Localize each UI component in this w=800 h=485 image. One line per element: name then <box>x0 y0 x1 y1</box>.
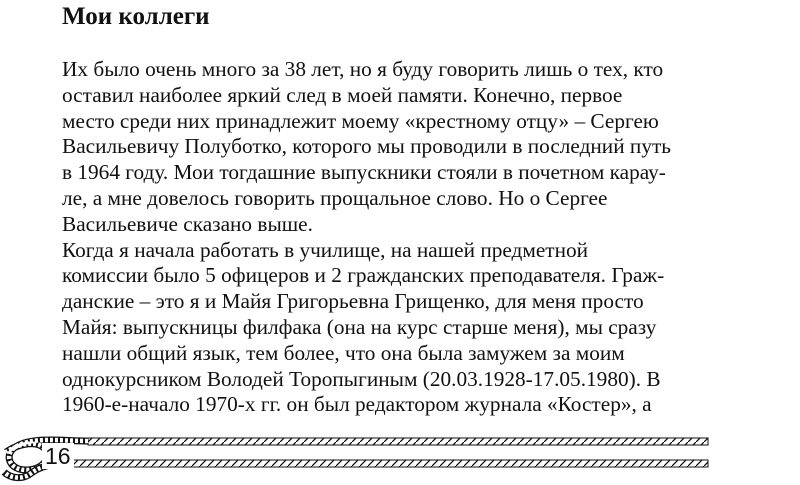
text-line <box>62 160 702 186</box>
text-line <box>62 134 702 160</box>
text-line-content: Васильевиче сказано выше. <box>62 211 313 236</box>
text-line-content: однокурсником Володей Торопыгиным (20.03.1928-17.05.1980). В <box>62 366 661 391</box>
chapter-heading: Мои коллеги <box>62 3 210 30</box>
text-line-content: нашли общий язык, тем более, что она была замужем за моим <box>62 340 625 365</box>
text-line-content: в 1964 году. Мои тогдашние выпускники стояли в почетном карау- <box>62 160 666 185</box>
text-line-content: ле, а мне довелось говорить прощальное слово. Но о Сергее <box>62 185 608 210</box>
text-line <box>62 392 702 418</box>
text-line-content: данские – это я и Майя Григорьевна Грищенко, для меня просто <box>62 289 644 314</box>
paragraph-1 <box>62 57 702 238</box>
text-line-content: комиссии было 5 офицеров и 2 гражданских преподавателя. Граж- <box>62 263 665 288</box>
text-line-content: 1960-е-начало 1970-х гг. он был редактором журнала «Костер», а <box>62 392 652 417</box>
text-line <box>62 263 702 289</box>
text-line <box>62 341 702 367</box>
text-line-content: место среди них принадлежит моему «крестному отцу» – Сергею <box>62 108 659 133</box>
text-line-content: Когда я начала работать в училище, на нашей предметной <box>62 237 589 262</box>
text-line-content: оставил наиболее яркий след в моей памяти. Конечно, первое <box>62 82 623 107</box>
text-line <box>62 57 702 83</box>
text-line-content: Майя: выпускницы филфака (она на курс старше меня), мы сразу <box>62 314 657 339</box>
rope-knot-border-icon <box>0 418 800 485</box>
body-text <box>62 57 702 418</box>
text-line-content: Их было очень много за 38 лет, но я буду говорить лишь о тех, кто <box>62 57 664 81</box>
text-line <box>62 109 702 135</box>
text-line <box>62 83 702 109</box>
paragraph-2 <box>62 238 702 419</box>
text-line <box>62 238 702 264</box>
text-line <box>62 315 702 341</box>
text-line <box>62 289 702 315</box>
text-line-content: Васильевичу Полуботко, которого мы проводили в последний путь <box>62 134 671 159</box>
page-number: 16 <box>42 443 74 469</box>
text-line <box>62 186 702 212</box>
text-line <box>62 367 702 393</box>
text-line <box>62 212 702 238</box>
